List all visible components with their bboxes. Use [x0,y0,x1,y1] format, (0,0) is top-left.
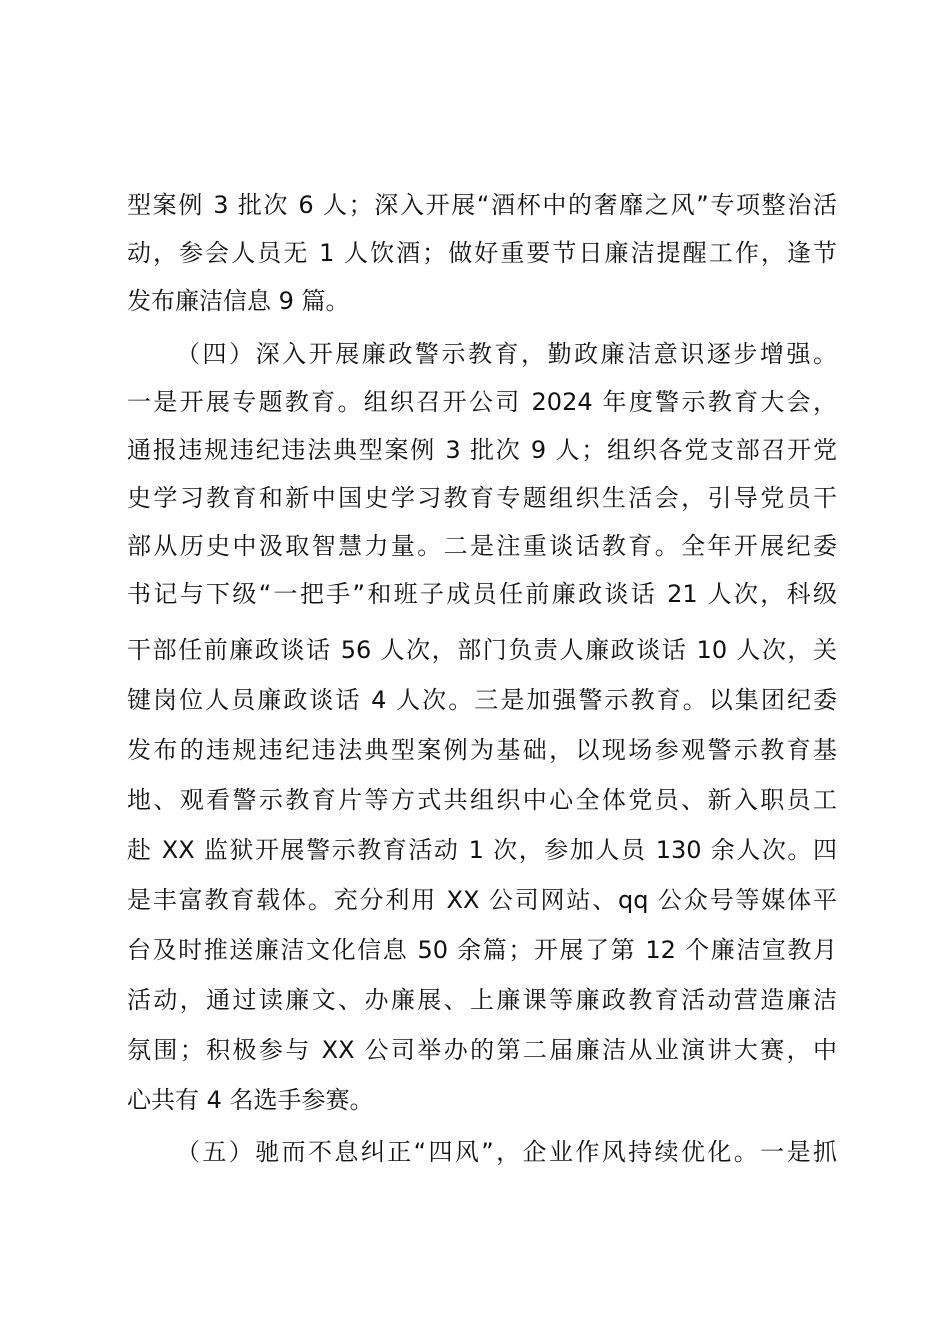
text-line: 通报违规违纪违法典型案例 3 批次 9 人；组织各党支部召开党 [127,436,837,464]
text-line: 活动，通过读廉文、办廉展、上廉课等廉政教育活动营造廉洁 [127,986,837,1014]
text-line: 发布的违规违纪违法典型案例为基础，以现场参观警示教育基 [127,736,837,764]
text-line: 心共有 4 名选手参赛。 [127,1086,374,1114]
text-line: 史学习教育和新中国史学习教育专题组织生活会，引导党员干 [127,484,837,512]
text-line: 地、观看警示教育片等方式共组织中心全体党员、新入职员工 [127,786,837,814]
text-line: 干部任前廉政谈话 56 人次，部门负责人廉政谈话 10 人次，关 [127,636,837,664]
text-line: 部从历史中汲取智慧力量。二是注重谈话教育。全年开展纪委 [127,532,837,560]
text-line: 发布廉洁信息 9 篇。 [127,287,350,315]
text-line: 键岗位人员廉政谈话 4 人次。三是加强警示教育。以集团纪委 [127,686,837,714]
section-heading: （四）深入开展廉政警示教育，勤政廉洁意识逐步增强。 [176,340,837,368]
text-line: 台及时推送廉洁文化信息 50 余篇；开展了第 12 个廉洁宣教月 [127,936,837,964]
text-line: 赴 XX 监狱开展警示教育活动 1 次，参加人员 130 余人次。四 [127,836,837,864]
text-line: 动，参会人员无 1 人饮酒；做好重要节日廉洁提醒工作，逢节 [127,239,837,267]
text-line: 一是开展专题教育。组织召开公司 2024 年度警示教育大会， [127,388,837,416]
text-line: 氛围；积极参与 XX 公司举办的第二届廉洁从业演讲大赛，中 [127,1036,837,1064]
text-line: 书记与下级“一把手”和班子成员任前廉政谈话 21 人次，科级 [127,580,837,608]
text-line: 型案例 3 批次 6 人；深入开展“酒杯中的奢靡之风”专项整治活 [127,191,837,219]
text-line: 是丰富教育载体。充分利用 XX 公司网站、qq 公众号等媒体平 [127,886,837,914]
section-heading: （五）驰而不息纠正“四风”，企业作风持续优化。一是抓 [176,1138,837,1166]
